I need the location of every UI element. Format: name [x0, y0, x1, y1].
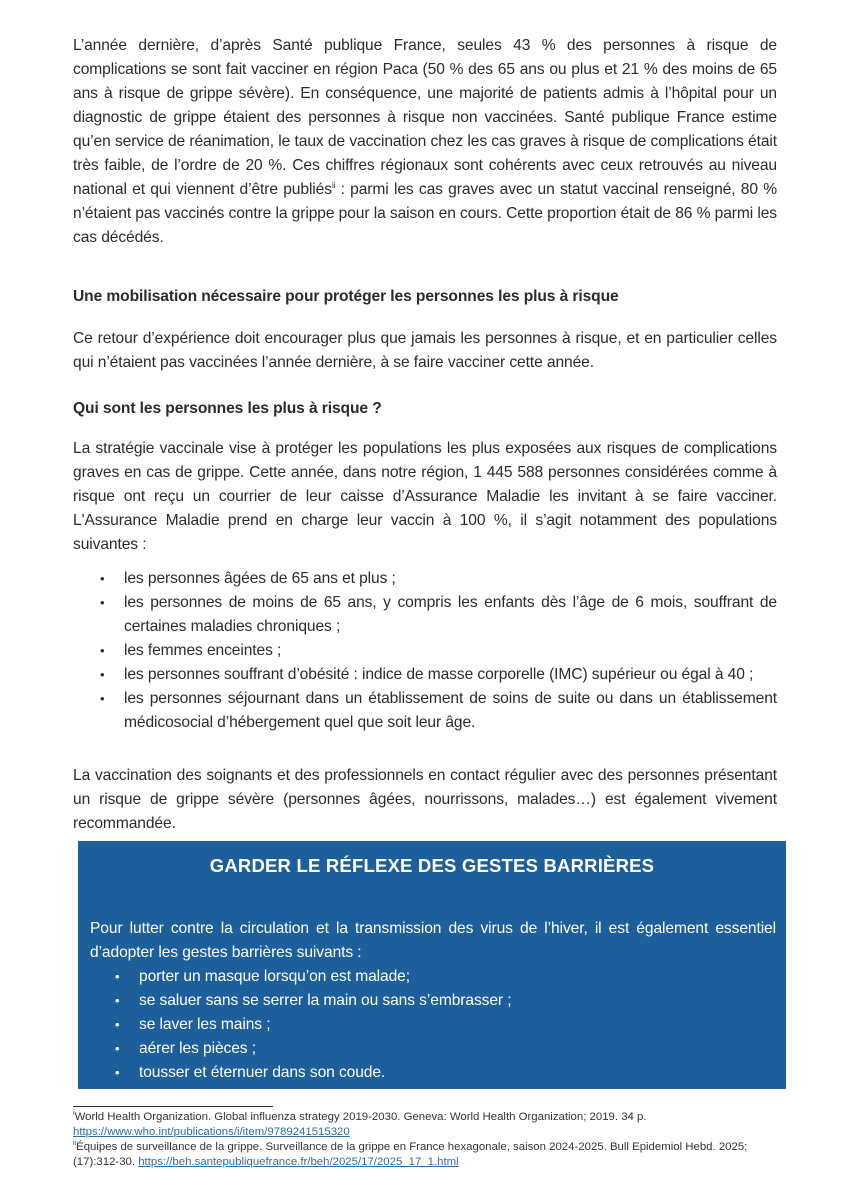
list-item-text: les personnes âgées de 65 ans et plus ;	[124, 570, 396, 587]
callout-intro: Pour lutter contre la circulation et la transmission des virus de l’hiver, il est également essentiel d’adopter les gestes barrières suivants :	[90, 920, 776, 961]
gestes-barrieres-callout	[78, 841, 786, 1089]
footnote-i	[73, 1110, 773, 1140]
footnote-divider	[73, 1106, 273, 1107]
list-item	[116, 1037, 511, 1061]
bullet-icon: •	[115, 1041, 120, 1056]
footnote-ref-ii[interactable]: ii	[331, 180, 336, 190]
bullet-icon: •	[115, 993, 120, 1008]
list-item	[101, 687, 777, 735]
list-item-text: se saluer sans se serrer la main ou sans s’embrasser ;	[139, 992, 512, 1009]
paragraph-strategie-vaccinale: La stratégie vaccinale vise à protéger les populations les plus exposées aux risques de complications graves en cas de grippe. Cette année, dans notre région, 1 445 588 personnes considérées comme à risque ont reçu un courrier de leur caisse d’Assurance Maladie les invitant à se faire vacciner. L'Assurance Maladie prend en charge leur vaccin à 100 %, il s’agit notamment des populations suivantes :	[73, 440, 777, 553]
paragraph-retour-experience: Ce retour d’expérience doit encourager plus que jamais les personnes à risque, et en particulier celles qui n’étaient pas vaccinées l’année dernière, à se faire vacciner cette année.	[73, 330, 777, 371]
list-item-text: les femmes enceintes ;	[124, 642, 282, 659]
list-item-text: les personnes souffrant d’obésité : indice de masse corporelle (IMC) supérieur ou égal à 40 ;	[124, 666, 754, 683]
footnotes	[73, 1110, 773, 1170]
list-item	[101, 567, 777, 591]
list-item	[116, 989, 511, 1013]
list-item	[116, 1061, 511, 1085]
list-item-text: porter un masque lorsqu’on est malade;	[139, 968, 410, 985]
bullet-icon: •	[115, 1065, 120, 1080]
callout-title: GARDER LE RÉFLEXE DES GESTES BARRIÈRES	[209, 855, 655, 876]
list-item	[116, 1013, 511, 1037]
paragraph-vaccination-soignants: La vaccination des soignants et des professionnels en contact régulier avec des personnes présentant un risque de grippe sévère (personnes âgées, nourrissons, malades…) est également vivement recommandée.	[73, 767, 777, 832]
paragraph-text: L’année dernière, d’après Santé publique France, seules 43 % des personnes à risque de complications se sont fait vacciner en région Paca (50 % des 65 ans ou plus et 21 % des moins de 65 ans à risque de grippe sévère). En conséquence, une majorité de patients admis à l’hôpital pour un diagnostic de grippe étaient des personnes à risque non vaccinées. Santé publique France estime qu’en service de réanimation, le taux de vaccination chez les cas graves à risque de complications était très faible, de l’ordre de 20 %. Ces chiffres régionaux sont cohérents avec ceux retrouvés au niveau national et qui viennent d’être publiés	[73, 37, 777, 198]
list-item-text: les personnes de moins de 65 ans, y compris les enfants dès l’âge de 6 mois, souffrant de certaines maladies chroniques ;	[124, 594, 777, 635]
list-item-text: tousser et éternuer dans son coude.	[139, 1064, 386, 1081]
list-item	[101, 663, 777, 687]
paragraph-vaccination-stats	[73, 34, 777, 250]
list-item	[116, 965, 511, 989]
callout-list	[116, 965, 511, 1085]
footnote-text: World Health Organization. Global influenza strategy 2019-2030. Geneva: World Health Organization; 2019. 34 p.	[74, 1111, 647, 1123]
bullet-icon: •	[115, 1017, 120, 1032]
list-item	[101, 639, 777, 663]
list-item-text: se laver les mains ;	[139, 1016, 271, 1033]
footnote-text: Équipes de surveillance de la grippe. Surveillance de la grippe en France hexagonale, saison 2024-2025. Bull Epidemiol Hebd. 2025;(17):312-30.	[73, 1141, 748, 1168]
footnote-marker: ii	[73, 1140, 77, 1148]
bullet-icon: •	[100, 667, 105, 682]
bullet-icon: •	[100, 643, 105, 658]
section-heading-mobilisation: Une mobilisation nécessaire pour protéger les personnes les plus à risque	[73, 288, 619, 305]
footnote-ii	[73, 1140, 773, 1170]
bullet-icon: •	[100, 571, 105, 586]
bullet-icon: •	[100, 595, 105, 610]
list-item-text: aérer les pièces ;	[139, 1040, 256, 1057]
section-heading-personnes-a-risque: Qui sont les personnes les plus à risque ?	[73, 400, 382, 417]
list-item-text: les personnes séjournant dans un établissement de soins de suite ou dans un établissement médicosocial d’hébergement quel que soit leur âge.	[124, 690, 777, 731]
bullet-icon: •	[115, 969, 120, 984]
footnote-link-who[interactable]: https://www.who.int/publications/i/item/9789241515320	[73, 1126, 350, 1138]
list-item	[101, 591, 777, 639]
footnote-link-beh[interactable]: https://beh.santepubliquefrance.fr/beh/2025/17/2025_17_1.html	[138, 1156, 459, 1168]
footnote-marker: i	[73, 1110, 75, 1118]
risk-population-list	[101, 567, 777, 735]
paragraph-text-tail: : parmi les cas graves avec un statut vaccinal renseigné, 80 % n’étaient pas vaccinés contre la grippe pour la saison en cours. Cette proportion était de 86 % parmi les cas décédés.	[73, 181, 777, 246]
bullet-icon: •	[100, 691, 105, 706]
